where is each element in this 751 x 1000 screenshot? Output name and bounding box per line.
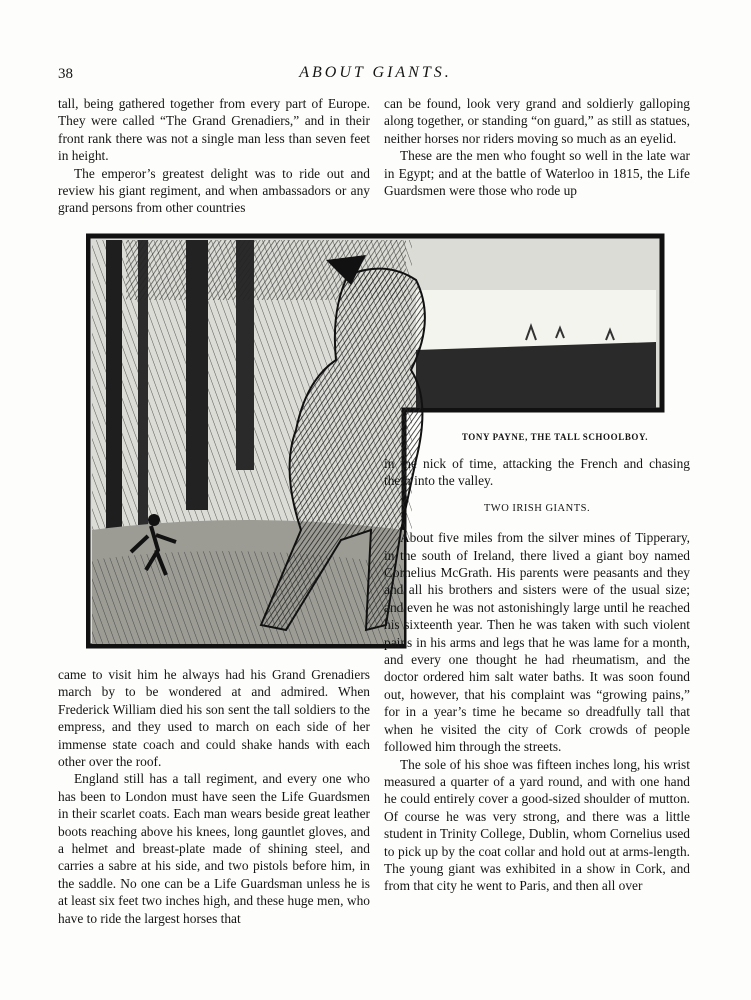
- paragraph: in the nick of time, attacking the French and chasing them into the valley.: [384, 456, 690, 489]
- paragraph: tall, being gathered together from every part of Europe. They were called “The Grand Grenadiers,” and in their front rank there was not a single man less than seven feet in height.: [58, 96, 370, 164]
- paragraph: came to visit him he always had his Grand Grenadiers march by to be wondered at and admired. When Frederick William died his son sent the tall soldiers to the empress, and they used to march on each side of her immense state coach and could shake hands with each other over the roof.: [58, 667, 370, 770]
- paragraph: England still has a tall regiment, and every one who has been to London must have seen the Life Guardsmen in their scarlet coats. Each man wears beside great leather boots reaching above his knees, long gauntlet gloves, and a helmet and breast-plate made of shining steel, and carries a sabre at his side, and two pistols before him, in the saddle. No one can be a Life Guardsman unless he is at least six feet two inches high, and these huge men, who have to ride the largest horses that: [58, 771, 370, 926]
- paragraph: About five miles from the silver mines of Tipperary, in the south of Ireland, there lived a giant boy named Cornelius McGrath. His parents were peasants and they and all his brothers and sisters were of the usual size; and even he was not astonishingly large until he reached his sixteenth year. Then he was taken with such violent pains in his arms and legs that he was lame for a month, and every one thought he had rheumatism, and the doctor ordered him salt water baths. It was soon found out, however, that his complaint was “growing pains,” for in a year’s time he became so dreadfully tall that when he visited the city of Cork crowds of people followed him through the streets.: [384, 530, 690, 755]
- paragraph: The emperor’s greatest delight was to ride out and review his giant regiment, and when ambassadors or any grand persons from other countries: [58, 165, 370, 216]
- page-number: 38: [58, 66, 73, 82]
- paragraph: can be found, look very grand and soldierly galloping along together, or standing “on guard,” as still as statues, neither horses nor riders moving so much as an eyelid.: [384, 96, 690, 146]
- paragraph: The sole of his shoe was fifteen inches long, his wrist measured a quarter of a yard round, and with one hand he could entirely cover a good-sized shoulder of mutton. Of course he was very strong, and there was a little student in Trinity College, Dublin, whom Cornelius used to pick up by the coat collar and hold out at arms-length. The young giant was exhibited in a show in Cork, and from that city he went to Paris, and then all over: [384, 756, 690, 894]
- section-heading: TWO IRISH GIANTS.: [483, 502, 591, 514]
- illustration-caption: TONY PAYNE, THE TALL SCHOOLBOY.: [461, 432, 649, 442]
- column-bottom-right: [384, 455, 690, 895]
- column-top-right: [384, 95, 690, 199]
- column-top-left: [58, 95, 370, 217]
- paragraph: These are the men who fought so well in the late war in Egypt; and at the battle of Waterloo in 1815, the Life Guardsmen were those who rode up: [384, 148, 690, 199]
- column-bottom-left: [58, 666, 370, 927]
- running-head: ABOUT GIANTS.: [299, 64, 452, 81]
